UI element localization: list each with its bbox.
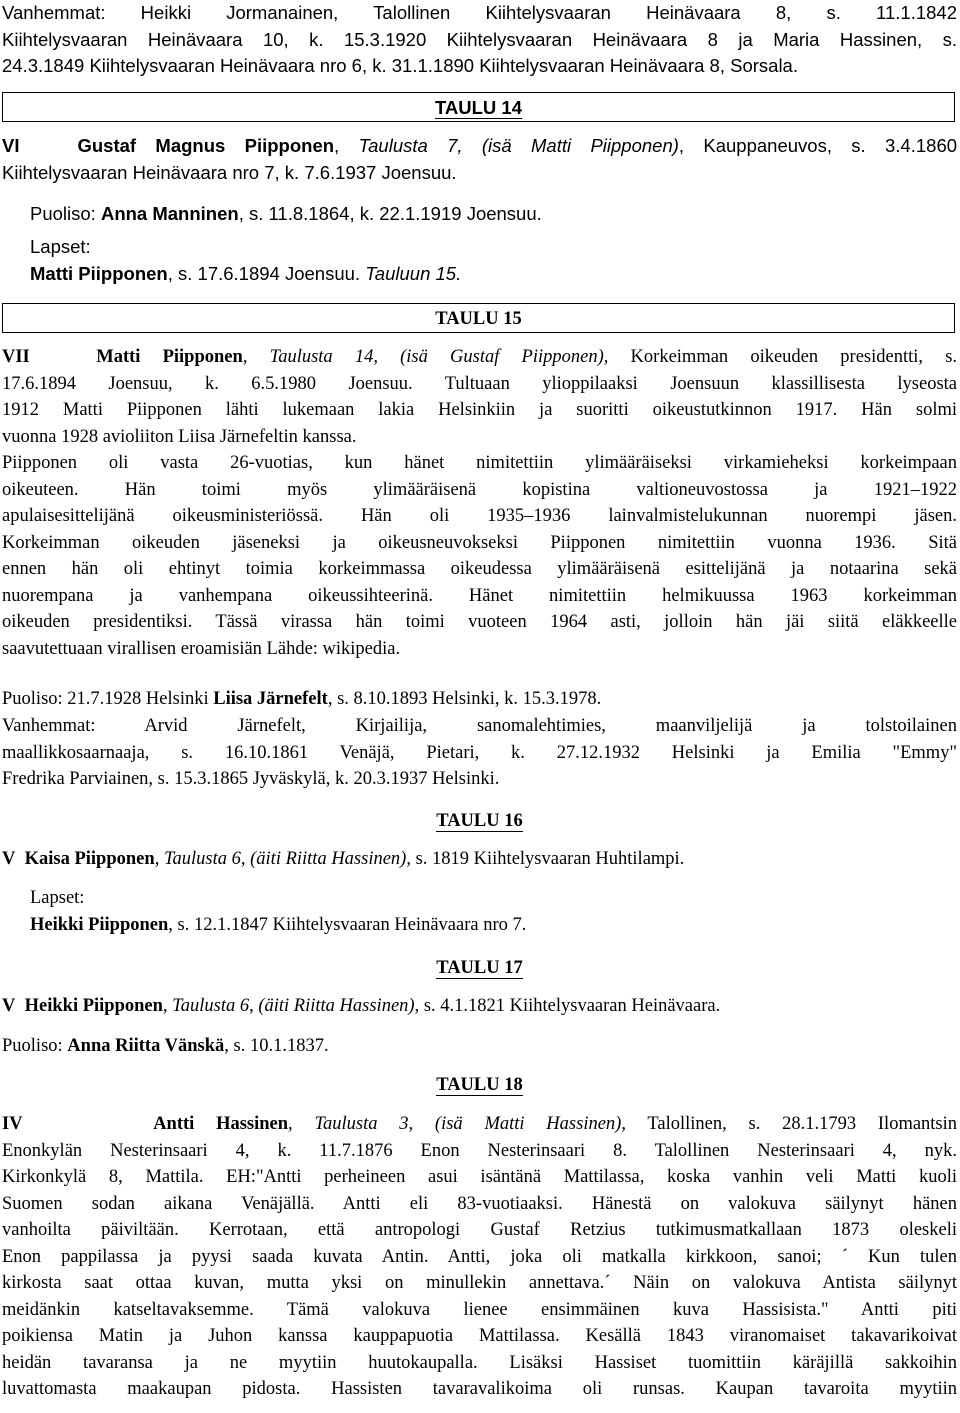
bio-line: poikiensa Matin ja Juhon kanssa kauppapuotia Mattilassa. Kesällä 1843 viranomaiset takavarikoivat <box>2 1326 957 1346</box>
child-name: Heikki Piipponen <box>30 914 169 935</box>
bio-line: meidänkin katseltavaksemme. Tämä valokuva lienee ensimmäinen kuva Hassisista." Antti piti <box>2 1299 957 1320</box>
person-line: V Heikki Piipponen, Taulusta 6, (äiti Riitta Hassinen), s. 4.1.1821 Kiihtelysvaaran Heinävaara. <box>2 996 721 1016</box>
parents-line: maallikkosaarnaaja, s. 16.10.1861 Venäjä, Pietari, k. 27.12.1932 Helsinki ja Emilia "Emmy" <box>2 742 957 763</box>
spouse-name: Anna Manninen <box>100 203 239 224</box>
child-details: , s. 12.1.1847 Kiihtelysvaaran Heinävaara nro 7. <box>168 914 527 935</box>
taulu-17-heading: TAULU 17 <box>436 958 523 978</box>
bio-line: Kirkonkylä 8, Mattila. EH:"Antti perheineen asui isäntänä Mattilassa, koska vanhin veli Matti kuoli <box>2 1167 957 1187</box>
child-details: , s. 17.6.1894 Joensuu. <box>167 262 361 284</box>
person-ref: Taulusta 6, (äiti Riitta Hassinen) <box>163 849 407 869</box>
generation: VII <box>2 347 30 367</box>
taulu-14-spouse <box>2 201 957 228</box>
taulu-17-entry <box>2 993 957 1020</box>
bio-line: kirkosta saat ottaa kuvan, mutta yksi on minullekin annettava.´ Näin on valokuva Antista säilynyt <box>2 1273 957 1293</box>
bio-line: Suomen sodan aikana Venäjällä. Antti eli 83-vuotiaaksi. Hänestä on valokuva säilynyt hänen <box>2 1193 957 1214</box>
bio-line: Korkeimman oikeuden jäseneksi ja oikeusneuvokseksi Piipponen nimitettiin vuonna 1936. Sitä <box>2 532 957 553</box>
person-name: Antti Hassinen <box>153 1114 289 1134</box>
children-label: Lapset: <box>30 236 91 257</box>
bio-line: heidän tavaransa ja ne myytiin huutokaupalla. Lisäksi Hassiset tuomittiin käräjillä sakkoihin <box>2 1352 957 1373</box>
bio-line: 17.6.1894 Joensuu, k. 6.5.1980 Joensuu. Tultuaan ylioppilaaksi Joensuun klassillisesta lyseosta <box>2 373 957 394</box>
spouse-details: , s. 10.1.1837. <box>224 1036 329 1056</box>
person-name: Matti Piipponen <box>96 347 243 367</box>
spouse-label: Puoliso: 21.7.1928 Helsinki <box>2 689 209 709</box>
taulu-17-spouse <box>2 1033 957 1060</box>
bio-line: vuonna 1928 avioliiton Liisa Järnefeltin kanssa. <box>2 426 357 447</box>
bio-line: Enon pappilassa ja pyysi saada kuvata Antin. Antti, joka oli matkalla kirkkoon, sanoi; ´ Kun tulen <box>2 1246 957 1267</box>
bio-line: vanhoilta päiviltään. Kerrotaan, että antropologi Gustaf Retzius tutkimusmatkallaan 1873 oleskeli <box>2 1220 957 1240</box>
person-line: VII Matti Piipponen, Taulusta 14, (isä Gustaf Piipponen), Korkeimman oikeuden presidentti, s. <box>2 347 958 367</box>
person-details: , Korkeimman oikeuden presidentti, s. <box>603 347 958 367</box>
bio-line: Enonkylän Nesterinsaari 4, k. 11.7.1876 Enon Nesterinsaari 8. Talollinen Nesterinsaari 4, nyk. <box>2 1140 957 1161</box>
spouse-name: Anna Riitta Vänskä <box>67 1036 225 1056</box>
child-line <box>30 261 957 288</box>
bio-line: nuorempana ja vanhempana oikeussihteerinä. Hänet nimitettiin helmikuussa 1963 korkeimman <box>2 585 957 606</box>
generation: VI <box>2 135 20 156</box>
taulu-16-entry <box>2 846 957 873</box>
bio-line: 1912 Matti Piipponen lähti lukemaan lakia Helsinkiin ja suoritti oikeustutkinnon 1917. Hän solmi <box>2 400 957 420</box>
bio-line: saavutettuaan virallisen eroamisiän Lähde: wikipedia. <box>2 638 401 659</box>
text-line: Kiihtelysvaaran Heinävaara 10, k. 15.3.1920 Kiihtelysvaaran Heinävaara 8 ja Maria Hassinen, s. <box>2 28 957 50</box>
parents-line: Fredrika Parviainen, s. 15.3.1865 Jyväskylä, k. 20.3.1937 Helsinki. <box>2 769 500 789</box>
bio-line: oikeuden presidentiksi. Tässä virassa hän toimi vuoteen 1964 asti, jolloin hän jäi siitä eläkkeelle <box>2 612 957 632</box>
taulu-15-spouse <box>2 686 957 713</box>
person-ref: Taulusta 3, (isä Matti Hassinen) <box>314 1114 622 1134</box>
children-label: Lapset: <box>30 888 85 908</box>
bio-line: luvattomasta maakaupan pidosta. Hassisten tavaravalikoima oli runsas. Kaupan tavaroita myytiin <box>2 1379 957 1399</box>
person-ref: Taulusta 14, (isä Gustaf Piipponen) <box>269 347 604 367</box>
person-details-cont: Kiihtelysvaaran Heinävaara nro 7, k. 7.6.1937 Joensuu. <box>2 161 457 183</box>
taulu-14-children <box>2 234 957 287</box>
person-ref: Taulusta 7, (isä Matti Piipponen) <box>358 135 679 156</box>
bio-line: oikeuteen. Hän toimi myös ylimääräisenä kopistina valtioneuvostossa ja 1921–1922 <box>2 479 957 500</box>
person-name: Heikki Piipponen <box>24 996 163 1016</box>
person-line: VI Gustaf Magnus Piipponen, Taulusta 7, (isä Matti Piipponen), Kauppaneuvos, s. 3.4.1860 <box>2 135 958 156</box>
person-line: IV Antti Hassinen, Taulusta 3, (isä Matti Hassinen), Talollinen, s. 28.1.1793 Ilomantsin <box>2 1114 958 1134</box>
person-details: , Talollinen, s. 28.1.1793 Ilomantsin <box>621 1114 958 1134</box>
child-line <box>30 912 957 939</box>
taulu-15-heading: TAULU 15 <box>2 303 955 333</box>
generation: V <box>2 996 16 1016</box>
spouse-details: , s. 11.8.1864, k. 22.1.1919 Joensuu. <box>238 203 542 224</box>
taulu-18-heading: TAULU 18 <box>436 1075 523 1095</box>
child-name: Matti Piipponen <box>30 262 168 284</box>
taulu-14-heading: TAULU 14 <box>2 92 955 122</box>
person-name: Kaisa Piipponen <box>24 849 155 869</box>
parents-line: Vanhemmat: Arvid Järnefelt, Kirjailija, sanomalehtimies, maanviljelijä ja tolstoilainen <box>2 716 957 736</box>
generation: IV <box>2 1114 23 1134</box>
bio-line: ennen hän oli ehtinyt toimia korkeimmassa oikeudessa ylimääräisenä esittelijänä ja notaarina sekä <box>2 559 957 579</box>
person-details: , s. 4.1.1821 Kiihtelysvaaran Heinävaara. <box>414 996 721 1016</box>
person-name: Gustaf Magnus Piipponen <box>77 135 335 156</box>
spouse-label: Puoliso: <box>30 203 96 224</box>
intro-paragraph <box>2 0 957 80</box>
taulu-15-parents <box>2 713 957 793</box>
bio-line: Piipponen oli vasta 26-vuotias, kun hänet nimitettiin ylimääräiseksi virkamieheksi korkeimpaan <box>2 453 957 473</box>
text-line: 24.3.1849 Kiihtelysvaaran Heinävaara nro 6, k. 31.1.1890 Kiihtelysvaaran Heinävaara 8, Sorsala. <box>2 55 798 76</box>
person-ref: Taulusta 6, (äiti Riitta Hassinen) <box>172 996 415 1016</box>
child-ref: Tauluun 15. <box>365 262 462 284</box>
taulu-16-heading: TAULU 16 <box>436 811 523 831</box>
taulu-18-entry <box>2 1111 957 1403</box>
spouse-name: Liisa Järnefelt <box>213 689 328 709</box>
bio-line: apulaisesittelijänä oikeusministeriössä. Hän oli 1935–1936 lainvalmistelukunnan nuorempi jäsen. <box>2 506 957 526</box>
person-details: , Kauppaneuvos, s. 3.4.1860 <box>678 135 958 156</box>
spouse-label: Puoliso: <box>2 1036 63 1056</box>
taulu-14-entry <box>2 133 957 186</box>
generation: V <box>2 849 16 869</box>
person-details: , s. 1819 Kiihtelysvaaran Huhtilampi. <box>406 849 685 869</box>
person-line: V Kaisa Piipponen, Taulusta 6, (äiti Riitta Hassinen), s. 1819 Kiihtelysvaaran Huhtilampi. <box>2 849 685 869</box>
taulu-16-children <box>2 885 957 938</box>
spouse-details: , s. 8.10.1893 Helsinki, k. 15.3.1978. <box>327 689 602 709</box>
taulu-15-entry <box>2 344 957 662</box>
text-line: Vanhemmat: Heikki Jormanainen, Talollinen Kiihtelysvaaran Heinävaara 8, s. 11.1.1842 <box>2 2 957 23</box>
